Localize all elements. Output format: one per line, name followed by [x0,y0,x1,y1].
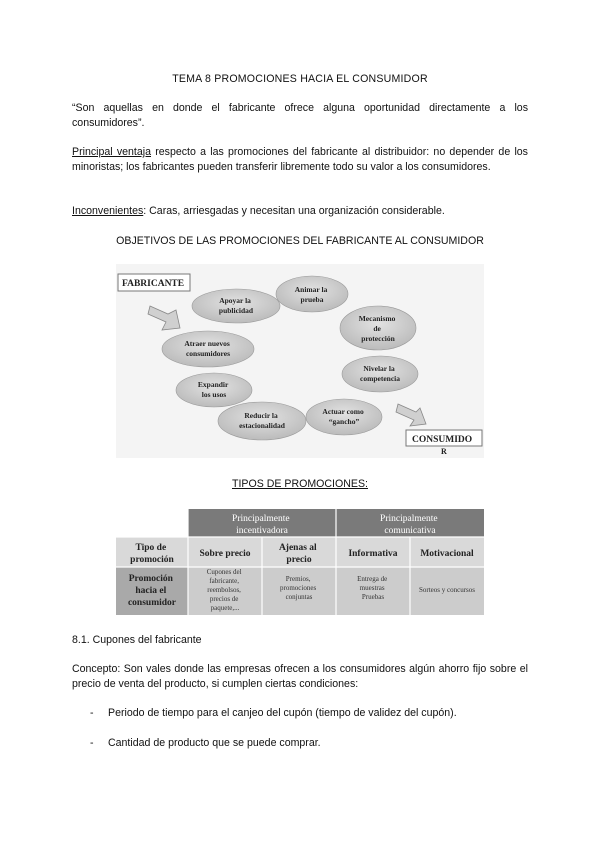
ellipse-reducir [218,402,306,440]
tipos-table [116,509,484,615]
header-incentivadora: Principalmente incentivadora [232,514,290,536]
ellipse-nivelar [342,356,418,392]
inconvenientes-text: : Caras, arriesgadas y necesitan una organización considerable. [143,205,445,217]
ellipse-actuar [306,399,382,435]
objetivos-diagram-svg [116,264,484,458]
ventaja-text: respecto a las promociones del fabricante al distribuidor: no depender de los minoristas; los fabricantes pueden transferir libremente todo su valor a los consumidores. [72,146,528,173]
ellipse-animar [276,276,348,312]
inconvenientes-paragraph [72,204,528,219]
inconvenientes-label: Inconvenientes [72,205,144,217]
header-tipo: Tipo de promoción [130,543,174,565]
tipos-table-svg [116,509,484,615]
ellipse-mecanismo [340,306,416,350]
fabricante-label: FABRICANTE [122,279,185,289]
concepto-paragraph: Concepto: Son vales donde las empresas ofrecen a los consumidores algún ahorro fijo sobre el precio de venta del producto, si cumplen ciertas condiciones: [72,663,528,690]
svg-text:Actuar como “gancho”: Actuar como “gancho” [322,407,364,426]
ellipse-expandir [176,373,252,407]
cell-sobre-precio: Cupones del fabricante, reembolsos, precios de paquete,... [206,568,242,612]
consumidor-label: CONSUMIDO [412,435,473,445]
objetivos-heading: OBJETIVOS DE LAS PROMOCIONES DEL FABRICANTE AL CONSUMIDOR [116,235,484,247]
ellipse-atraer [162,331,254,367]
cell-motivacional: Sorteos y concursos [419,586,475,594]
arrow-out-icon [396,404,426,426]
bullet-text: Periodo de tiempo para el canjeo del cupón (tiempo de validez del cupón). [108,707,457,719]
ellipse-apoyar [192,289,280,323]
header-informativa: Informativa [348,549,398,559]
consumidor-label-2: R [441,447,447,456]
bullet-text: Cantidad de producto que se puede comprar. [108,737,321,749]
ventaja-label: Principal ventaja [72,146,152,158]
intro-paragraph: “Son aquellas en donde el fabricante ofrece alguna oportunidad directamente a los consumidores”. [72,102,528,129]
cell-informativa: Entrega de muestras Pruebas [357,575,388,601]
svg-text:Animar la prueba: Animar la prueba [294,285,328,304]
header-motivacional: Motivacional [420,549,474,559]
bullet-marker: - [90,737,94,749]
objetivos-diagram [116,264,484,458]
ventaja-paragraph [72,145,528,175]
bullet-marker: - [90,707,94,719]
row-label-promocion: Promoción hacia el consumidor [127,574,177,608]
svg-text:Atraer nuevos consum: Atraer nuevos consumidores [184,339,231,358]
header-ajenas: Ajenas al precio [278,543,317,565]
svg-text:Apoyar la publicidad: Apoyar la publicidad [218,296,254,315]
cell-ajenas: Premios, promociones conjuntas [280,575,317,601]
svg-text:Reducir la estaciona: Reducir la estacionalidad [239,411,285,430]
svg-text:Nivelar la competenc: Nivelar la competencia [360,364,400,383]
header-sobre-precio: Sobre precio [199,549,251,559]
tipos-heading: TIPOS DE PROMOCIONES: [232,478,368,490]
header-comunicativa: Principalmente comunicativa [380,514,438,536]
page-title: TEMA 8 PROMOCIONES HACIA EL CONSUMIDOR [172,73,428,85]
svg-text:Expandir los usos: Expandir los usos [197,380,229,399]
section-heading-8-1: 8.1. Cupones del fabricante [72,634,202,646]
svg-text:Mecanismo de: Mecanismo de protección [358,314,396,343]
arrow-in-icon [148,306,180,330]
